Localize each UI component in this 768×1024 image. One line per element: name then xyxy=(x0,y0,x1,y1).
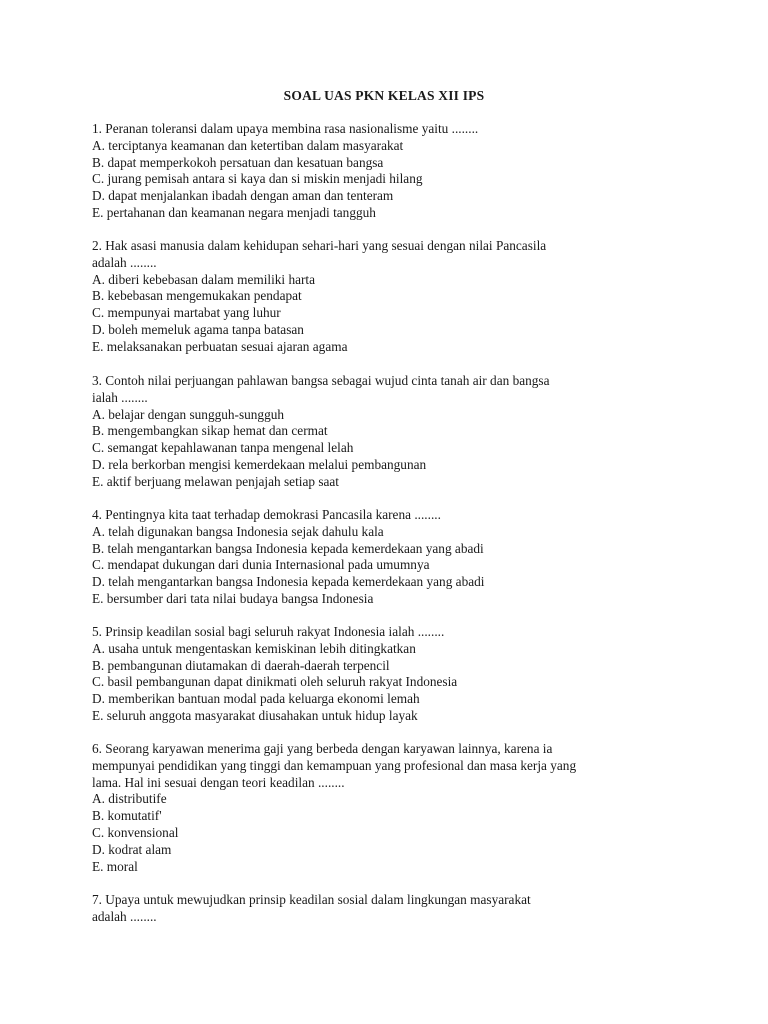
question-5 xyxy=(92,624,692,725)
question-stem: 7. Upaya untuk mewujudkan prinsip keadilan sosial dalam lingkungan masyarakat xyxy=(92,892,531,907)
option-e: E. melaksanakan perbuatan sesuai ajaran agama xyxy=(92,338,348,354)
question-stem-cont: adalah ........ xyxy=(92,908,157,924)
option-a: A. terciptanya keamanan dan ketertiban dalam masyarakat xyxy=(92,137,404,153)
option-e: E. aktif berjuang melawan penjajah setiap saat xyxy=(92,473,339,489)
option-c: C. konvensional xyxy=(92,824,179,840)
question-stem-cont: adalah ........ xyxy=(92,254,157,270)
option-c: C. semangat kepahlawanan tanpa mengenal lelah xyxy=(92,440,354,456)
question-stem: 1. Peranan toleransi dalam upaya membina rasa nasionalisme yaitu ........ xyxy=(92,121,479,136)
document-title: SOAL UAS PKN KELAS XII IPS xyxy=(283,88,485,103)
option-e: E. pertahanan dan keamanan negara menjadi tangguh xyxy=(92,204,376,220)
option-a: A. distributife xyxy=(92,791,167,807)
question-1 xyxy=(92,121,692,222)
question-stem-cont: ialah ........ xyxy=(92,389,148,405)
option-e: E. seluruh anggota masyarakat diusahakan untuk hidup layak xyxy=(92,707,418,723)
question-stem: 3. Contoh nilai perjuangan pahlawan bangsa sebagai wujud cinta tanah air dan bangsa xyxy=(92,373,550,388)
question-stem-cont: lama. Hal ini sesuai dengan teori keadilan ........ xyxy=(92,774,345,790)
option-d: D. kodrat alam xyxy=(92,841,172,857)
option-d: D. memberikan bantuan modal pada keluarga ekonomi lemah xyxy=(92,691,420,707)
option-c: C. mendapat dukungan dari dunia Internasional pada umumnya xyxy=(92,557,430,573)
question-stem: 2. Hak asasi manusia dalam kehidupan sehari-hari yang sesuai dengan nilai Pancasila xyxy=(92,238,547,253)
option-a: A. telah digunakan bangsa Indonesia sejak dahulu kala xyxy=(92,523,384,539)
option-b: B. komutatif' xyxy=(92,808,162,824)
question-stem: 4. Pentingnya kita taat terhadap demokrasi Pancasila karena ........ xyxy=(92,507,441,522)
question-7 xyxy=(92,892,692,926)
option-b: B. dapat memperkokoh persatuan dan kesatuan bangsa xyxy=(92,154,384,170)
option-d: D. rela berkorban mengisi kemerdekaan melalui pembangunan xyxy=(92,456,427,472)
option-c: C. basil pembangunan dapat dinikmati oleh seluruh rakyat Indonesia xyxy=(92,674,458,690)
question-3 xyxy=(92,373,692,491)
question-6 xyxy=(92,741,692,875)
question-stem: 5. Prinsip keadilan sosial bagi seluruh rakyat Indonesia ialah ........ xyxy=(92,624,445,639)
option-d: D. telah mengantarkan bangsa Indonesia kepada kemerdekaan yang abadi xyxy=(92,574,485,590)
option-a: A. diberi kebebasan dalam memiliki harta xyxy=(92,271,316,287)
question-2 xyxy=(92,238,692,356)
option-a: A. usaha untuk mengentaskan kemiskinan lebih ditingkatkan xyxy=(92,640,416,656)
option-b: B. pembangunan diutamakan di daerah-daerah terpencil xyxy=(92,657,390,673)
option-e: E. moral xyxy=(92,858,138,874)
option-b: B. telah mengantarkan bangsa Indonesia kepada kemerdekaan yang abadi xyxy=(92,540,484,556)
question-stem-cont: mempunyai pendidikan yang tinggi dan kemampuan yang profesional dan masa kerja yang xyxy=(92,757,577,773)
option-b: B. kebebasan mengemukakan pendapat xyxy=(92,288,302,304)
option-e: E. bersumber dari tata nilai budaya bangsa Indonesia xyxy=(92,590,374,606)
question-stem: 6. Seorang karyawan menerima gaji yang berbeda dengan karyawan lainnya, karena ia xyxy=(92,741,553,756)
option-d: D. dapat menjalankan ibadah dengan aman dan tenteram xyxy=(92,188,394,204)
question-4 xyxy=(92,507,692,608)
option-c: C. mempunyai martabat yang luhur xyxy=(92,305,281,321)
option-d: D. boleh memeluk agama tanpa batasan xyxy=(92,321,304,337)
option-c: C. jurang pemisah antara si kaya dan si miskin menjadi hilang xyxy=(92,171,423,187)
option-b: B. mengembangkan sikap hemat dan cermat xyxy=(92,423,328,439)
option-a: A. belajar dengan sungguh-sungguh xyxy=(92,406,285,422)
